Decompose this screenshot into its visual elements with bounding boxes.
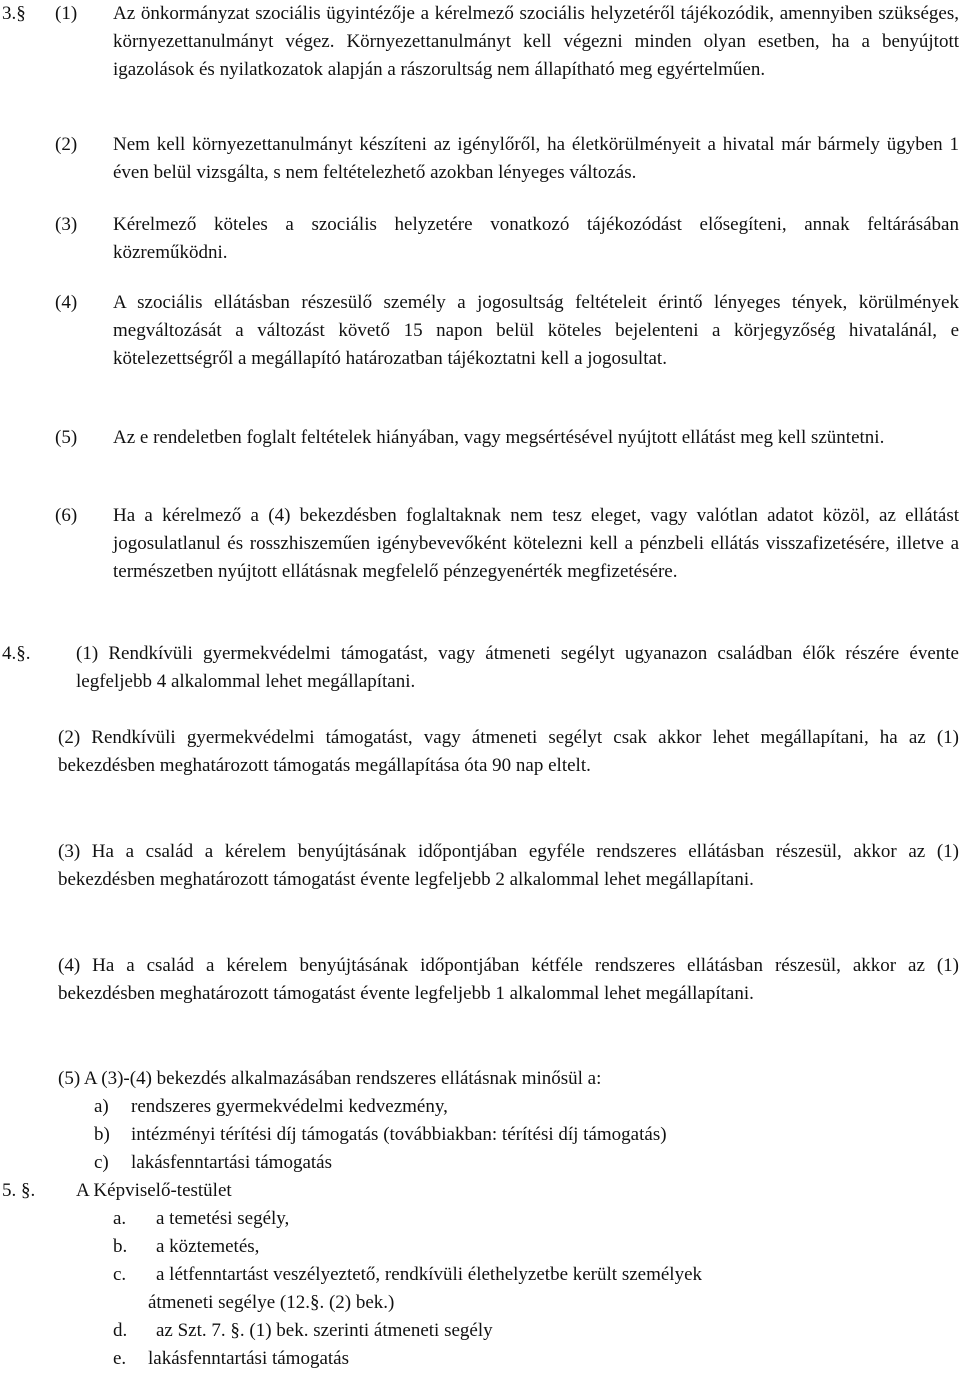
section-4-number: 4.§. — [2, 643, 31, 664]
paragraph-number: (3) — [55, 214, 78, 235]
list-item-text: intézményi térítési díj támogatás (továbbiakban: térítési díj támogatás) — [131, 1124, 667, 1145]
s4-paragraph-3-block — [0, 838, 960, 894]
paragraph-number: (1) — [55, 3, 78, 24]
list-item-text: a létfenntartást veszélyeztető, rendkívüli élethelyzetbe került személyek — [156, 1264, 702, 1285]
list-item-label: e. — [113, 1348, 127, 1369]
section-3-number: 3.§ — [2, 3, 26, 24]
section-5-intro: A Képviselő-testület — [76, 1180, 232, 1201]
list-item-label: c. — [113, 1264, 127, 1285]
s4-paragraph-4: (4) Ha a család a kérelem benyújtásának időpontjában kétféle rendszeres ellátásban részesül, akkor az (1) bekezdésben meghatározott támogatást évente legfeljebb 1 alkalommal lehet megállapítani. — [58, 955, 959, 1004]
s4-paragraph-1: (1) Rendkívüli gyermekvédelmi támogatást, vagy átmeneti segélyt ugyanazon családban élők részére évente legfeljebb 4 alkalommal lehet megállapítani. — [76, 643, 959, 692]
paragraph-text: Nem kell környezettanulmányt készíteni az igénylőről, ha életkörülményeit a hivatal már bármely ügyben 1 éven belül vizsgálta, s nem feltételezhető azokban lényeges változás. — [113, 134, 959, 183]
paragraph-number: (6) — [55, 505, 78, 526]
list-item-label: b) — [94, 1124, 110, 1145]
s4-paragraph-5-block — [0, 1065, 960, 1093]
list-item-text: rendszeres gyermekvédelmi kedvezmény, — [131, 1096, 448, 1117]
list-item-label: b. — [113, 1236, 128, 1257]
list-item-text: a temetési segély, — [156, 1208, 290, 1229]
list-item-label: a. — [113, 1208, 127, 1229]
s3-paragraph-5 — [0, 424, 960, 452]
paragraph-text: Ha a kérelmező a (4) bekezdésben foglaltaknak nem tesz eleget, vagy valótlan adatot közöl, az ellátást jogosulatlanul és rosszhiszeműen igénybevevőként kötelezni kell a pénzbeli ellátás visszafizetésére, illetve a természetben nyújtott ellátásnak megfelelő pénzegyenérték megfizetésére. — [113, 505, 959, 582]
paragraph-text: A szociális ellátásban részesülő személy a jogosultság feltételeit érintő lényeges tények, körülmények megváltozását a változást követő 15 napon belül köteles bejelenteni a körjegyzőség hivatalánál, e kötelezettségről a megállapító határozatban tájékoztatni kell a jogosultat. — [113, 292, 959, 369]
list-item-text: átmeneti segélye (12.§. (2) bek.) — [148, 1292, 395, 1313]
s3-paragraph-4 — [0, 289, 960, 373]
paragraph-text: Kérelmező köteles a szociális helyzetére vonatkozó tájékozódást elősegíteni, annak feltárásában közreműködni. — [113, 214, 959, 263]
s4-paragraph-2-block — [0, 724, 960, 780]
list-item-text: lakásfenntartási támogatás — [131, 1152, 333, 1173]
paragraph-text: Az e rendeletben foglalt feltételek hiányában, vagy megsértésével nyújtott ellátást meg kell szüntetni. — [113, 427, 885, 448]
list-item-label: d. — [113, 1320, 128, 1341]
list-item-label: a) — [94, 1096, 109, 1117]
paragraph-number: (5) — [55, 427, 78, 448]
list-item-text: a köztemetés, — [156, 1236, 260, 1257]
paragraph-number: (2) — [55, 134, 78, 155]
s3-paragraph-6 — [0, 502, 960, 586]
list-item-text: lakásfenntartási támogatás — [148, 1348, 350, 1369]
s3-paragraph-3 — [0, 211, 960, 267]
section-4 — [0, 640, 960, 696]
paragraph-number: (4) — [55, 292, 78, 313]
list-item-label: c) — [94, 1152, 109, 1173]
s4-paragraph-2: (2) Rendkívüli gyermekvédelmi támogatást, vagy átmeneti segélyt csak akkor lehet megállapítani, ha az (1) bekezdésben meghatározott támogatás megállapítása óta 90 nap eltelt. — [58, 727, 959, 776]
s4-paragraph-4-block — [0, 952, 960, 1008]
s3-paragraph-1 — [0, 0, 960, 84]
s4-paragraph-3: (3) Ha a család a kérelem benyújtásának időpontjában egyféle rendszeres ellátásban részesül, akkor az (1) bekezdésben meghatározott támogatást évente legfeljebb 2 alkalommal lehet megállapítani. — [58, 841, 959, 890]
paragraph-text: Az önkormányzat szociális ügyintézője a kérelmező szociális helyzetéről tájékozódik, amennyiben szükséges, környezettanulmányt végez. Környezettanulmányt kell végezni minden olyan esetben, ha a benyújtott igazolások és nyilatkozatok alapján a rászorultság nem állapítható meg egyértelműen. — [113, 3, 959, 80]
s4-paragraph-5: (5) A (3)-(4) bekezdés alkalmazásában rendszeres ellátásnak minősül a: — [58, 1068, 602, 1089]
list-item-text: az Szt. 7. §. (1) bek. szerinti átmeneti segély — [156, 1320, 493, 1341]
s3-paragraph-2 — [0, 131, 960, 187]
section-5-number: 5. §. — [2, 1180, 36, 1201]
